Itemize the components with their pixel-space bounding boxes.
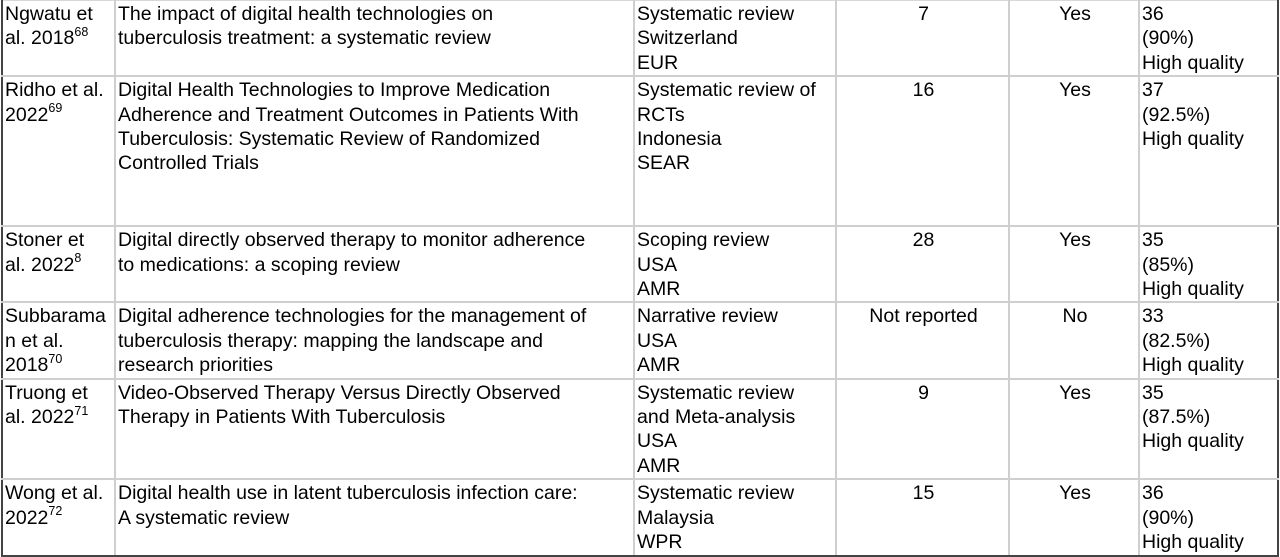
title-cell bbox=[115, 379, 634, 480]
title-line: Controlled Trials bbox=[118, 152, 259, 175]
studies-cell bbox=[836, 1, 1009, 77]
author-cell bbox=[2, 379, 115, 480]
studies-value: 7 bbox=[918, 3, 929, 25]
meta-analysis-value: Yes bbox=[1059, 229, 1091, 252]
review-table bbox=[1, 0, 1279, 557]
meta-analysis-value: Yes bbox=[1059, 381, 1091, 404]
studies-cell bbox=[836, 302, 1009, 378]
author-year: 2022 bbox=[5, 506, 49, 529]
quality-cell bbox=[1139, 302, 1278, 378]
title-cell bbox=[115, 479, 634, 555]
title-line: Tuberculosis: Systematic Review of Randomized bbox=[118, 128, 540, 151]
design-line: USA bbox=[637, 329, 678, 352]
studies-value: 28 bbox=[912, 229, 935, 252]
author-cell bbox=[2, 302, 115, 378]
quality-percent: (92.5%) bbox=[1142, 103, 1211, 126]
author-year: 2018 bbox=[5, 354, 49, 377]
design-line: Systematic review of bbox=[637, 79, 816, 102]
quality-score: 35 bbox=[1142, 381, 1164, 404]
table-row bbox=[2, 479, 1278, 555]
author-cell bbox=[2, 226, 115, 302]
reference-number: 8 bbox=[74, 251, 82, 266]
design-cell bbox=[634, 1, 836, 77]
meta-analysis-cell bbox=[1009, 379, 1139, 480]
quality-percent: (90%) bbox=[1142, 506, 1195, 529]
meta-analysis-cell bbox=[1009, 76, 1139, 226]
design-line: USA bbox=[637, 430, 678, 453]
meta-analysis-value: Yes bbox=[1059, 79, 1091, 102]
studies-value: 15 bbox=[912, 482, 935, 505]
title-line: The impact of digital health technologies on bbox=[118, 3, 494, 25]
meta-analysis-value: Yes bbox=[1059, 3, 1091, 25]
design-line: and Meta-analysis bbox=[637, 406, 796, 429]
design-line: Indonesia bbox=[637, 128, 722, 151]
title-cell bbox=[115, 76, 634, 226]
design-line: RCTs bbox=[637, 103, 685, 126]
title-line: A systematic review bbox=[118, 506, 290, 529]
design-line: USA bbox=[637, 253, 678, 276]
table-row bbox=[2, 226, 1278, 302]
quality-rating: High quality bbox=[1142, 531, 1244, 554]
studies-value: 16 bbox=[912, 79, 935, 102]
design-line: AMR bbox=[637, 454, 681, 477]
design-line: Systematic review bbox=[637, 381, 795, 404]
title-line: tuberculosis therapy: mapping the landscape and bbox=[118, 329, 543, 352]
design-line: WPR bbox=[637, 531, 683, 554]
author-name: Stoner et bbox=[5, 229, 85, 252]
quality-rating: High quality bbox=[1142, 278, 1244, 301]
quality-cell bbox=[1139, 379, 1278, 480]
title-line: research priorities bbox=[118, 354, 273, 377]
quality-rating: High quality bbox=[1142, 51, 1244, 74]
quality-cell bbox=[1139, 226, 1278, 302]
review-table-body bbox=[2, 1, 1278, 556]
quality-rating: High quality bbox=[1142, 128, 1244, 151]
author-name: Ngwatu et bbox=[5, 3, 93, 25]
title-line: Therapy in Patients With Tuberculosis bbox=[118, 406, 446, 429]
reference-number: 69 bbox=[48, 101, 63, 116]
title-line: Video-Observed Therapy Versus Directly Observed bbox=[118, 381, 561, 404]
reference-number: 68 bbox=[74, 24, 89, 39]
quality-rating: High quality bbox=[1142, 430, 1244, 453]
design-line: AMR bbox=[637, 354, 681, 377]
studies-value: 9 bbox=[918, 381, 929, 404]
quality-cell bbox=[1139, 1, 1278, 77]
author-cell bbox=[2, 479, 115, 555]
quality-score: 36 bbox=[1142, 482, 1164, 505]
studies-cell bbox=[836, 379, 1009, 480]
design-line: SEAR bbox=[637, 152, 691, 175]
studies-cell bbox=[836, 479, 1009, 555]
design-line: EUR bbox=[637, 51, 679, 74]
quality-percent: (87.5%) bbox=[1142, 406, 1211, 429]
meta-analysis-cell bbox=[1009, 302, 1139, 378]
title-line: Digital health use in latent tuberculosis infection care: bbox=[118, 482, 578, 505]
author-name: Truong et bbox=[5, 381, 88, 404]
quality-score: 35 bbox=[1142, 229, 1164, 252]
title-line: Digital adherence technologies for the management of bbox=[118, 305, 587, 328]
design-line: Malaysia bbox=[637, 506, 714, 529]
table-row bbox=[2, 302, 1278, 378]
design-cell bbox=[634, 379, 836, 480]
design-cell bbox=[634, 479, 836, 555]
author-year: al. 2022 bbox=[5, 253, 75, 276]
quality-cell bbox=[1139, 76, 1278, 226]
quality-percent: (85%) bbox=[1142, 253, 1195, 276]
meta-analysis-value: No bbox=[1062, 305, 1088, 328]
quality-score: 36 bbox=[1142, 3, 1164, 25]
author-name: Subbaraman et al. bbox=[5, 305, 106, 352]
studies-cell bbox=[836, 226, 1009, 302]
title-line: Digital directly observed therapy to monitor adherence bbox=[118, 229, 586, 252]
author-year: al. 2018 bbox=[5, 27, 75, 50]
reference-number: 70 bbox=[48, 351, 63, 366]
author-cell bbox=[2, 1, 115, 77]
quality-score: 37 bbox=[1142, 79, 1164, 102]
design-cell bbox=[634, 76, 836, 226]
title-line: tuberculosis treatment: a systematic review bbox=[118, 27, 491, 50]
quality-cell bbox=[1139, 479, 1278, 555]
meta-analysis-value: Yes bbox=[1059, 482, 1091, 505]
author-year: 2022 bbox=[5, 103, 49, 126]
table-row bbox=[2, 379, 1278, 480]
design-cell bbox=[634, 302, 836, 378]
title-line: Digital Health Technologies to Improve Medication bbox=[118, 79, 551, 102]
table-row bbox=[2, 76, 1278, 226]
quality-percent: (82.5%) bbox=[1142, 329, 1211, 352]
title-cell bbox=[115, 302, 634, 378]
title-cell bbox=[115, 1, 634, 77]
design-line: Systematic review bbox=[637, 3, 795, 25]
quality-percent: (90%) bbox=[1142, 27, 1195, 50]
reference-number: 72 bbox=[48, 504, 63, 519]
design-line: Systematic review bbox=[637, 482, 795, 505]
quality-rating: High quality bbox=[1142, 354, 1244, 377]
meta-analysis-cell bbox=[1009, 479, 1139, 555]
studies-cell bbox=[836, 76, 1009, 226]
design-line: Switzerland bbox=[637, 27, 738, 50]
design-line: Scoping review bbox=[637, 229, 770, 252]
table-row bbox=[2, 1, 1278, 77]
title-line: Adherence and Treatment Outcomes in Patients With bbox=[118, 103, 579, 126]
studies-value: Not reported bbox=[869, 305, 978, 328]
meta-analysis-cell bbox=[1009, 1, 1139, 77]
meta-analysis-cell bbox=[1009, 226, 1139, 302]
author-name: Wong et al. bbox=[5, 482, 104, 505]
author-year: al. 2022 bbox=[5, 406, 75, 429]
title-cell bbox=[115, 226, 634, 302]
quality-score: 33 bbox=[1142, 305, 1164, 328]
title-line: to medications: a scoping review bbox=[118, 253, 400, 276]
design-line: Narrative review bbox=[637, 305, 778, 328]
author-name: Ridho et al. bbox=[5, 79, 104, 102]
author-cell bbox=[2, 76, 115, 226]
reference-number: 71 bbox=[74, 403, 89, 418]
design-line: AMR bbox=[637, 278, 681, 301]
design-cell bbox=[634, 226, 836, 302]
